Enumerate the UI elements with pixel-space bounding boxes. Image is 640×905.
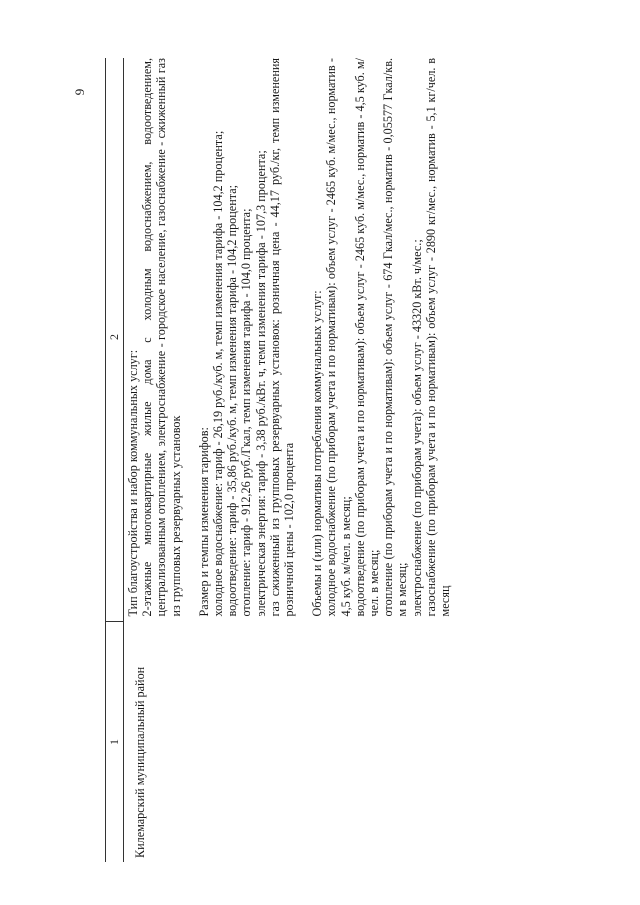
section-line: 2-этажные многоквартирные жилые дома с холодным водоснабжением, водоотведением, централизованным отоплением, электроснабжение - городское население, газоснабжение - сжиженный газ из групповых резервуарных установок [140,58,183,617]
section-line: отопление (по приборам учета и по нормативам): объем услуг - 674 Гкал/мес., норматив - 0,05577 Гкал/кв. м в месяц; [381,58,410,617]
section-line: электрическая энергия: тариф - 3,38 руб./кВт. ч, темп изменения тарифа - 107,3 процента; [253,150,268,617]
section-line: холодное водоснабжение (по приборам учета и по нормативам): объем услуг - 2465 куб. м/мес., норматив - 4,5 куб. м/чел. в месяц; [324,58,353,617]
section-heading: Размер и темпы изменения тарифов: [196,427,211,617]
section-line: водоотведение (по приборам учета и по нормативам): объем услуг - 2465 куб. м/мес., норматив - 4,5 куб. м/чел. в месяц; [352,58,382,617]
services-cell [124,58,467,622]
region-name: Килемарский муниципальный район [133,666,147,858]
section-line: газоснабжение (по приборам учета и по нормативам): объем услуг - 2890 кг/мес., норматив - 5,1 кг/чел. в месяц [423,58,453,617]
section-volumes [310,58,452,617]
section-line: водоотведение: тариф - 35,86 руб./куб. м, темп изменения тарифа - 104,2 процента; [225,185,240,617]
section-line: холодное водоснабжение: тариф - 26,19 руб./куб. м, темп изменения тарифа - 104,2 процента; [211,130,226,617]
section-amenities [126,58,183,617]
section-line: отопление: тариф - 912,26 руб./Гкал, темп изменения тарифа - 104,0 процента; [239,208,254,617]
rotated-page-content [105,58,541,862]
header-col-1: 1 [106,622,124,863]
section-heading: Объемы и (или) нормативы потребления коммунальных услуг: [310,290,325,617]
table-header-row [106,58,124,862]
region-cell [124,622,467,863]
header-col-2: 2 [106,58,124,622]
section-heading: Тип благоустройства и набор коммунальных услуг: [126,349,140,617]
table-row [124,58,467,862]
page-number: 9 [72,88,87,96]
section-line: электроснабжение (по приборам учета): объем услуг - 43320 кВт. ч/мес.; [409,239,424,617]
municipal-services-table [105,58,466,862]
section-line: газ сжиженный из групповых резервуарных установок: розничная цена - 44,17 руб./кг, темп изменения розничной цены - 102,0 процента [267,58,297,617]
services-sections [126,58,452,617]
section-tariffs [197,58,296,617]
